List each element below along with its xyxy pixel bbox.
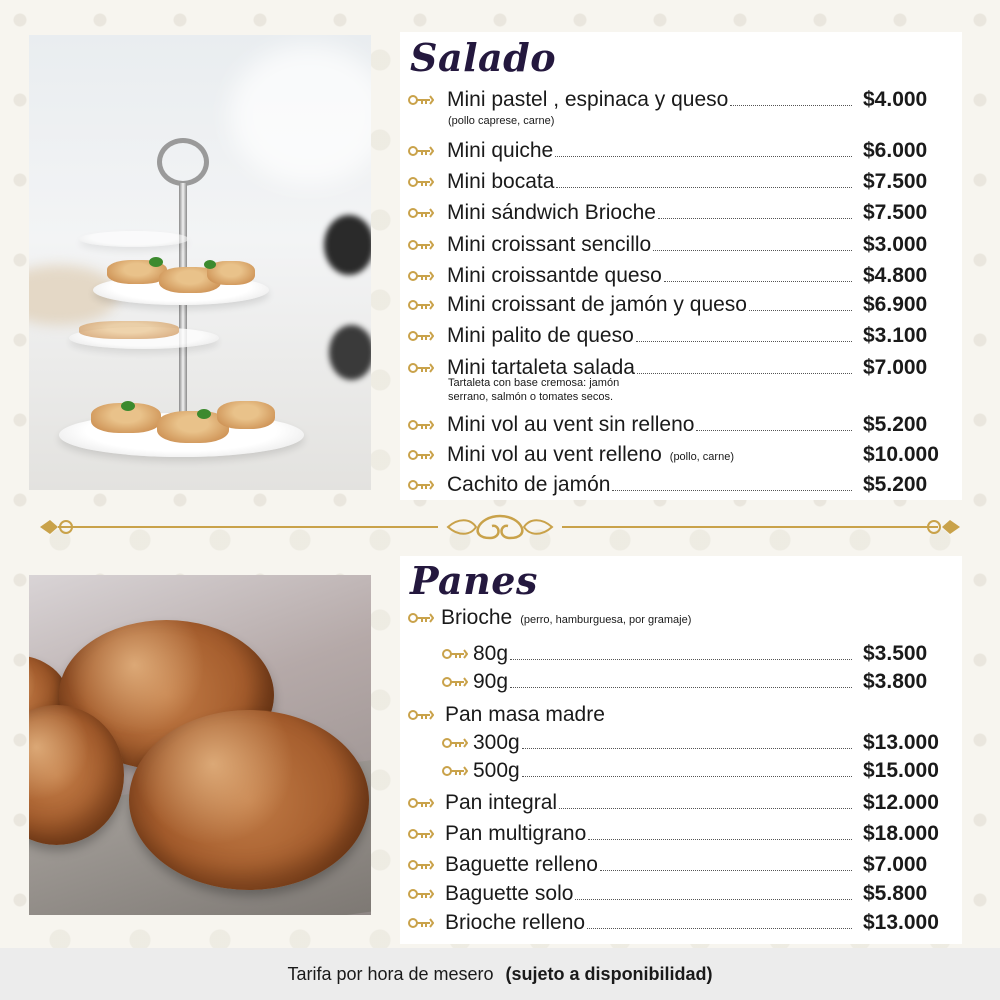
ornament-bullet-icon: [408, 94, 434, 106]
item-price: $6.900: [863, 293, 928, 316]
item-name: Mini tartaleta salada: [447, 356, 635, 379]
bread-rolls-photo: [29, 575, 371, 915]
item-note: (perro, hamburguesa, por gramaje): [520, 614, 692, 626]
tartaleta-note-line-2: serrano, salmón o tomates secos.: [448, 391, 614, 403]
salado-item-row: [447, 469, 858, 497]
item-name: 500g: [473, 759, 520, 782]
panes-item-row: [445, 907, 858, 935]
dotted-leader: [658, 218, 852, 219]
ornament-bullet-icon: [408, 239, 434, 251]
dotted-leader: [749, 310, 852, 311]
dotted-leader: [696, 430, 852, 431]
item-name: Mini vol au vent relleno: [447, 443, 662, 466]
item-name: Brioche: [441, 606, 513, 629]
masa-madre-size-row: [473, 727, 858, 755]
item-note: (pollo, carne): [669, 451, 734, 463]
salado-title: Salado: [410, 35, 557, 80]
item-name: Mini palito de queso: [447, 324, 634, 347]
item-name: Mini sándwich Brioche: [447, 201, 656, 224]
dotted-leader: [637, 373, 852, 374]
appetizer-stand-photo: [29, 35, 371, 490]
ornament-bullet-icon: [408, 612, 434, 624]
item-price: $12.000: [863, 791, 939, 814]
brioche-size-row: [473, 666, 858, 694]
ornament-bullet-icon: [408, 362, 434, 374]
ornament-bullet-icon: [442, 676, 468, 688]
salado-item-row: [447, 409, 858, 437]
ornament-bullet-icon: [408, 270, 434, 282]
item-name: Cachito de jamón: [447, 473, 611, 496]
salado-item-row: [447, 320, 858, 348]
item-price: $7.000: [863, 356, 928, 379]
item-name: Pan masa madre: [445, 703, 605, 726]
item-price: $3.000: [863, 233, 928, 256]
dotted-leader: [664, 281, 852, 282]
dotted-leader: [556, 187, 852, 188]
dotted-leader: [522, 748, 852, 749]
dotted-leader: [575, 899, 852, 900]
dotted-leader: [653, 250, 852, 251]
masa-madre-size-row: [473, 755, 858, 783]
salado-item-row: [447, 135, 858, 163]
item-price: $7.500: [863, 201, 928, 224]
dotted-leader: [600, 870, 852, 871]
ornament-bullet-icon: [408, 917, 434, 929]
ornament-bullet-icon: [442, 648, 468, 660]
item-name: Brioche relleno: [445, 911, 586, 934]
brioche-size-row: [473, 638, 858, 666]
ornament-bullet-icon: [408, 859, 434, 871]
dotted-leader: [559, 808, 852, 809]
dotted-leader: [636, 341, 852, 342]
item-price: $13.000: [863, 911, 939, 934]
ornament-bullet-icon: [408, 176, 434, 188]
panes-brioche-row: [441, 602, 858, 630]
item-price: $5.800: [863, 882, 928, 905]
panes-masa-madre-row: [445, 699, 858, 727]
ornament-bullet-icon: [408, 330, 434, 342]
item-name: 300g: [473, 731, 520, 754]
dotted-leader: [555, 156, 852, 157]
item-name: 90g: [473, 670, 509, 693]
dotted-leader: [510, 687, 852, 688]
item-price: $5.200: [863, 413, 928, 436]
footer-text: Tarifa por hora de mesero: [287, 963, 494, 984]
ornament-bullet-icon: [408, 145, 434, 157]
ornament-bullet-icon: [408, 299, 434, 311]
panes-item-row: [445, 849, 858, 877]
footer-bold-note: (sujeto a disponibilidad): [505, 963, 713, 984]
ornament-bullet-icon: [408, 449, 434, 461]
ornament-bullet-icon: [442, 765, 468, 777]
item-price: $3.800: [863, 670, 928, 693]
item-name: Mini croissantde queso: [447, 264, 662, 287]
dotted-leader: [730, 105, 852, 106]
dotted-leader: [612, 490, 852, 491]
item-price: $3.100: [863, 324, 928, 347]
item-name: Pan integral: [445, 791, 558, 814]
item-name: Mini pastel , espinaca y queso: [447, 88, 729, 111]
item-name: Baguette solo: [445, 882, 574, 905]
item-name: Mini vol au vent sin relleno: [447, 413, 695, 436]
dotted-leader: [522, 776, 852, 777]
dotted-leader: [588, 839, 852, 840]
item-price: $4.800: [863, 264, 928, 287]
salado-item-row: [447, 352, 858, 380]
item-price: $6.000: [863, 139, 928, 162]
salado-item-row: [447, 166, 858, 194]
ornament-bullet-icon: [408, 828, 434, 840]
item-price: $10.000: [863, 443, 939, 466]
ornament-bullet-icon: [408, 797, 434, 809]
item-name: 80g: [473, 642, 509, 665]
panes-item-row: [445, 818, 858, 846]
panes-item-row: [445, 787, 858, 815]
item-price: $13.000: [863, 731, 939, 754]
item-price: $3.500: [863, 642, 928, 665]
item-name: Mini quiche: [447, 139, 554, 162]
ornamental-divider: [38, 512, 962, 542]
salado-item-row: [447, 229, 858, 257]
ornament-bullet-icon: [408, 479, 434, 491]
item-price: $7.500: [863, 170, 928, 193]
ornament-bullet-icon: [408, 709, 434, 721]
salado-item-row: [447, 289, 858, 317]
item-price: $15.000: [863, 759, 939, 782]
panes-title: Panes: [410, 558, 538, 603]
ornament-bullet-icon: [408, 419, 434, 431]
salado-item-row: [447, 260, 858, 288]
ornament-bullet-icon: [442, 737, 468, 749]
tartaleta-note-line-1: Tartaleta con base cremosa: jamón: [448, 377, 620, 389]
item-name: Mini croissant de jamón y queso: [447, 293, 747, 316]
item-name: Baguette relleno: [445, 853, 598, 876]
dotted-leader: [510, 659, 852, 660]
ornament-bullet-icon: [408, 207, 434, 219]
item-name: Mini croissant sencillo: [447, 233, 652, 256]
item-price: $5.200: [863, 473, 928, 496]
dotted-leader: [587, 928, 852, 929]
item-price: $7.000: [863, 853, 928, 876]
salado-item-row: [447, 84, 858, 112]
pastel-note: (pollo caprese, carne): [448, 115, 555, 127]
footer-bar: [0, 948, 1000, 1000]
panes-item-row: [445, 878, 858, 906]
item-price: $18.000: [863, 822, 939, 845]
item-name: Mini bocata: [447, 170, 555, 193]
item-name: Pan multigrano: [445, 822, 587, 845]
item-price: $4.000: [863, 88, 928, 111]
ornament-bullet-icon: [408, 888, 434, 900]
salado-item-row: [447, 197, 858, 225]
salado-item-row: [447, 439, 858, 467]
